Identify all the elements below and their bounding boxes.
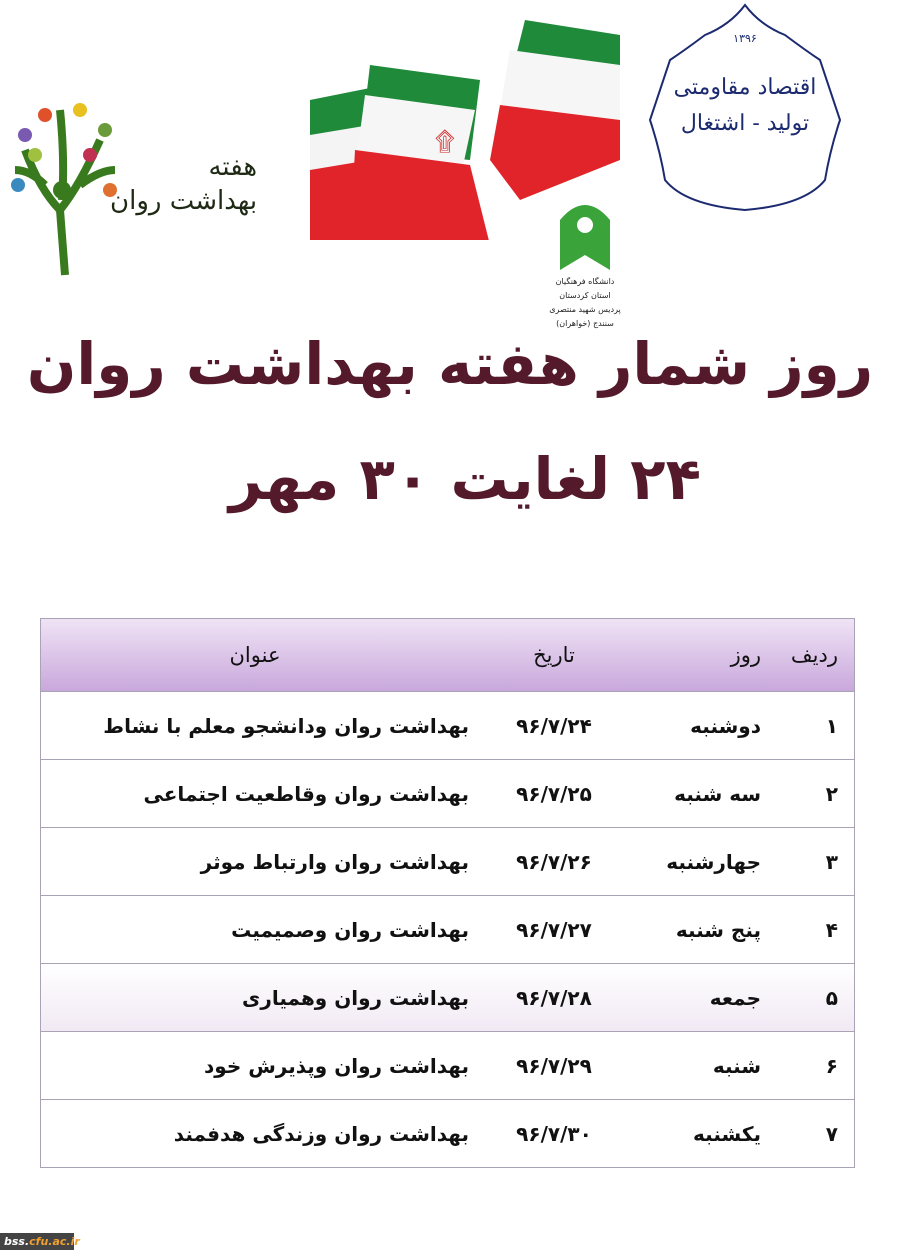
svg-text:۩: ۩ (435, 127, 455, 157)
page-subtitle-dates: ۲۴ لغایت ۳۰ مهر (229, 445, 701, 513)
watermark-suffix: cfu.ac.ir (29, 1235, 80, 1248)
row-title: بهداشت روان وهمیاری (242, 985, 469, 1010)
seal-year: ۱۳۹۶ (733, 32, 757, 45)
seal-line-2: تولید - اشتغال (680, 111, 810, 136)
watermark-prefix: bss. (4, 1235, 30, 1248)
row-number: ۲ (825, 781, 838, 806)
tree-line-1: هفته (208, 152, 258, 182)
table-row (41, 895, 854, 963)
table-row (41, 1099, 854, 1167)
table-row (41, 759, 854, 827)
row-date: ۹۶/۷/۲۴ (516, 713, 592, 738)
university-logo (545, 185, 625, 328)
page-title: روز شمار هفته بهداشت روان (26, 330, 874, 398)
row-day: پنج شنبه (675, 917, 761, 942)
table-row (41, 827, 854, 895)
schedule-table (40, 618, 855, 1168)
university-campus: پردیس شهید منتصری سنندج (خواهران) (549, 305, 621, 328)
tree-line-2: بهداشت روان (110, 186, 258, 216)
row-title: بهداشت روان وصمیمیت (231, 917, 469, 942)
resistance-economy-seal (645, 0, 845, 215)
row-number: ۴ (825, 917, 838, 942)
row-date: ۹۶/۷/۲۷ (516, 917, 592, 942)
university-emblem-icon (545, 185, 625, 275)
row-day: سه شنبه (674, 781, 761, 806)
row-number: ۳ (825, 849, 838, 874)
header-title: عنوان (229, 643, 281, 667)
row-day: جمعه (709, 985, 761, 1010)
row-date: ۹۶/۷/۲۶ (516, 849, 592, 874)
table-row (41, 1031, 854, 1099)
table-row (41, 691, 854, 759)
mental-health-week-logo (10, 90, 310, 280)
row-title: بهداشت روان وزندگی هدفمند (173, 1121, 469, 1146)
row-title: بهداشت روان وارتباط موثر (200, 849, 469, 874)
row-number: ۶ (825, 1053, 838, 1078)
table-row (41, 963, 854, 1031)
row-day: یکشنبه (693, 1121, 761, 1146)
header-date: تاریخ (533, 643, 575, 667)
header-radif: ردیف (790, 643, 838, 667)
row-day: جهارشنبه (666, 849, 761, 874)
mental-health-week-label (110, 150, 257, 218)
university-name: دانشگاه فرهنگیان استان کردستان (555, 277, 615, 300)
table-header (41, 619, 854, 691)
row-date: ۹۶/۷/۲۵ (516, 781, 592, 806)
tree-icon (10, 90, 120, 280)
header-day: روز (730, 643, 761, 667)
row-title: بهداشت روان وپذیرش خود (204, 1053, 469, 1078)
row-number: ۵ (825, 985, 838, 1010)
row-title: بهداشت روان وقاطعیت اجتماعی (143, 781, 469, 806)
row-title: بهداشت روان ودانشجو معلم با نشاط (103, 713, 469, 738)
row-date: ۹۶/۷/۲۹ (516, 1053, 592, 1078)
row-number: ۱ (825, 713, 838, 738)
row-date: ۹۶/۷/۲۸ (516, 985, 592, 1010)
watermark (0, 1233, 80, 1250)
row-number: ۷ (825, 1121, 838, 1146)
seal-line-1: اقتصاد مقاومتی (673, 75, 817, 100)
row-day: شنبه (712, 1053, 761, 1078)
row-date: ۹۶/۷/۳۰ (516, 1121, 592, 1146)
row-day: دوشنبه (690, 713, 761, 738)
